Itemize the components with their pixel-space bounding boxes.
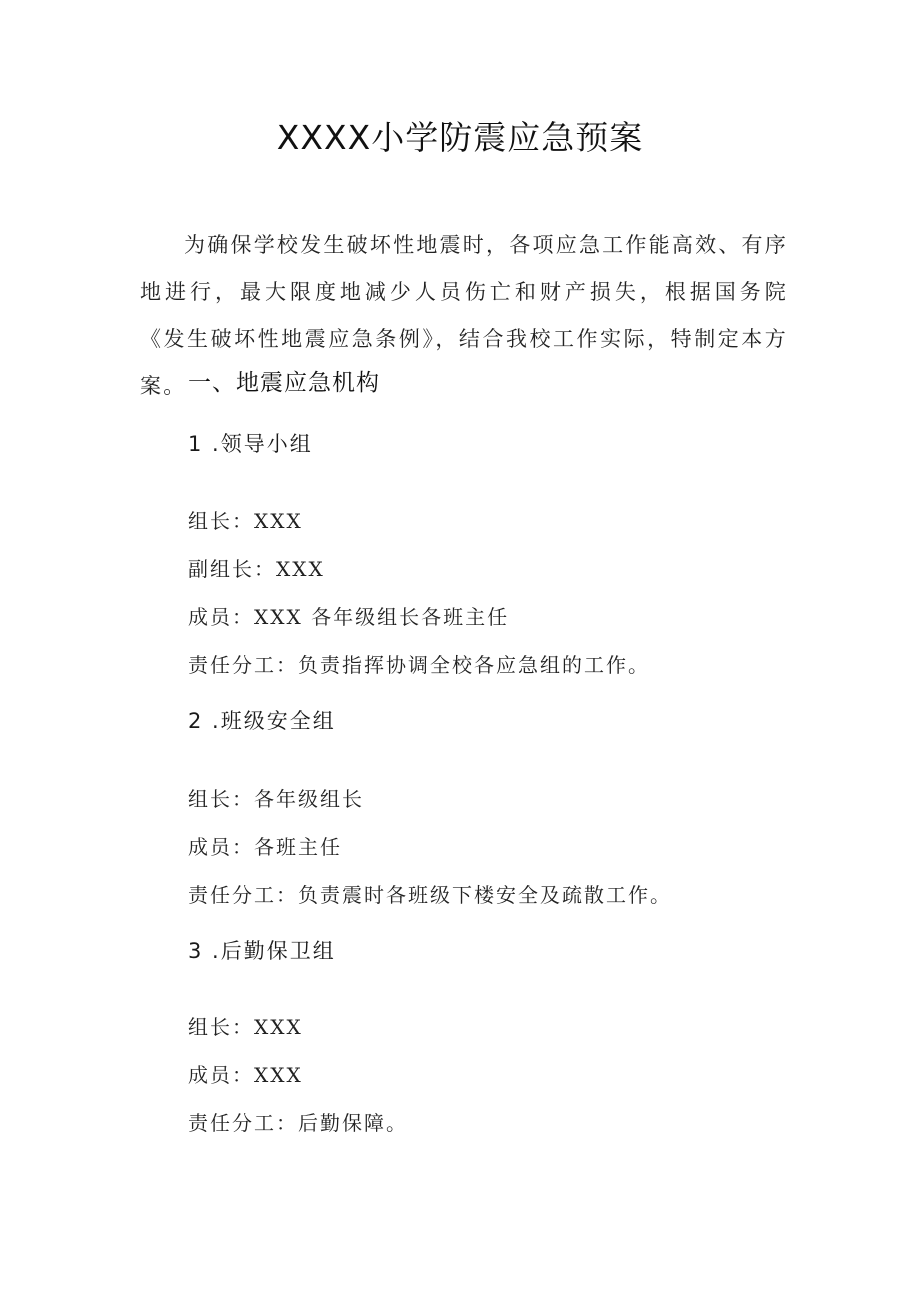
- class-safety-responsibility: 责任分工：负责震时各班级下楼安全及疏散工作。: [188, 883, 672, 907]
- group-heading-logistics-security: 3 .后勤保卫组: [188, 939, 336, 963]
- logistics-responsibility: 责任分工：后勤保障。: [188, 1111, 408, 1135]
- group-heading-leadership: 1 .领导小组: [188, 432, 313, 456]
- logistics-members: 成员：XXX: [188, 1063, 303, 1087]
- intro-paragraph: 为确保学校发生破坏性地震时，各项应急工作能高效、有序地进行，最大限度地减少人员伤亡和财产损失，根据国务院《发生破坏性地震应急条例》，结合我校工作实际，特制定本方案。: [140, 233, 788, 398]
- group-heading-class-safety: 2 .班级安全组: [188, 709, 336, 733]
- leadership-members: 成员：XXX 各年级组长各班主任: [188, 605, 510, 629]
- class-safety-members: 成员：各班主任: [188, 835, 342, 859]
- section-heading-emergency-organization: 一、地震应急机构: [188, 370, 380, 396]
- logistics-leader: 组长：XXX: [188, 1015, 303, 1039]
- leadership-responsibility: 责任分工：负责指挥协调全校各应急组的工作。: [188, 653, 650, 677]
- leadership-deputy-leader: 副组长：XXX: [188, 557, 325, 581]
- class-safety-leader: 组长：各年级组长: [188, 787, 364, 811]
- document-title: XXXX小学防震应急预案: [276, 118, 644, 157]
- leadership-leader: 组长：XXX: [188, 509, 303, 533]
